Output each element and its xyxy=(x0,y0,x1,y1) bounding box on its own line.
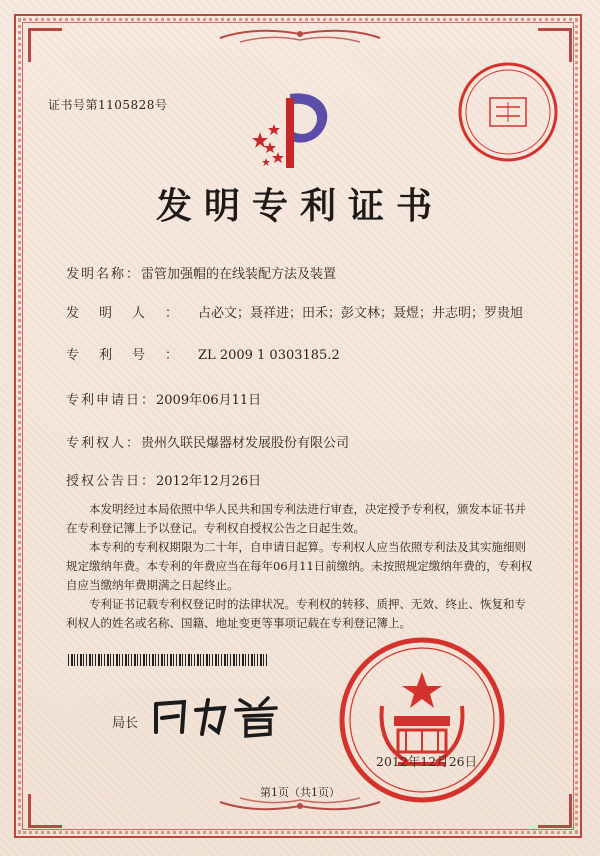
field-value: 2009年06月11日 xyxy=(156,393,262,408)
field-value: 2012年12月26日 xyxy=(156,474,262,489)
director-label: 局长 xyxy=(112,716,139,731)
issue-date: 2012年12月26日 xyxy=(376,754,478,769)
field-value: 贵州久联民爆器材发展股份有限公司 xyxy=(141,436,350,451)
corner-ornament-top-right xyxy=(538,28,572,62)
corner-ornament-top-left xyxy=(28,28,62,62)
field-application-date xyxy=(66,389,261,408)
state-ip-office-seal xyxy=(338,636,506,804)
field-label: 授权公告日： xyxy=(66,474,157,489)
certificate-body xyxy=(66,500,536,633)
director-signature xyxy=(148,688,288,742)
field-label: 发明名称： xyxy=(66,267,142,282)
field-patent-number xyxy=(66,344,340,363)
top-ornament xyxy=(210,24,390,48)
barcode xyxy=(68,654,268,666)
body-paragraph: 本专利的专利权期限为二十年，自申请日起算。专利权人应当依照专利法及其实施细则规定缴纳年费。本专利的年费应当在每年06月11日前缴纳。未按照规定缴纳年费的，专利权自应当缴纳年费期满之日起终止。 xyxy=(66,540,533,592)
field-invention-name xyxy=(66,263,336,282)
tax-seal-stamp xyxy=(456,60,560,164)
body-paragraph: 专利证书记载专利权登记时的法律状况。专利权的转移、质押、无效、终止、恢复和专利权人的姓名或名称、国籍、地址变更等事项记载在专利登记簿上。 xyxy=(66,597,526,630)
field-value: 占必文；聂祥进；田禾；彭文林；聂煜；井志明；罗贵旭 xyxy=(198,306,524,321)
certificate-number: 证书号第1105828号 xyxy=(48,98,168,112)
field-label: 专利权人： xyxy=(66,436,142,451)
field-value: ZL 2009 1 0303185.2 xyxy=(198,348,340,363)
patent-office-logo-icon xyxy=(246,84,338,170)
field-value: 雷管加强帽的在线装配方法及装置 xyxy=(141,267,337,282)
field-inventors xyxy=(66,302,523,321)
certificate-title: 发明专利证书 xyxy=(155,185,444,227)
page-number: 第1页（共1页） xyxy=(260,786,340,799)
field-label: 专利申请日： xyxy=(66,393,157,408)
field-label: 专利号： xyxy=(66,348,199,363)
field-patentee xyxy=(66,432,349,451)
field-label: 发明人： xyxy=(66,306,199,321)
body-paragraph: 本发明经过本局依照中华人民共和国专利法进行审查，决定授予专利权，颁发本证书并在专利登记簿上予以登记。专利权自授权公告之日起生效。 xyxy=(66,502,526,535)
field-grant-date xyxy=(66,470,261,489)
